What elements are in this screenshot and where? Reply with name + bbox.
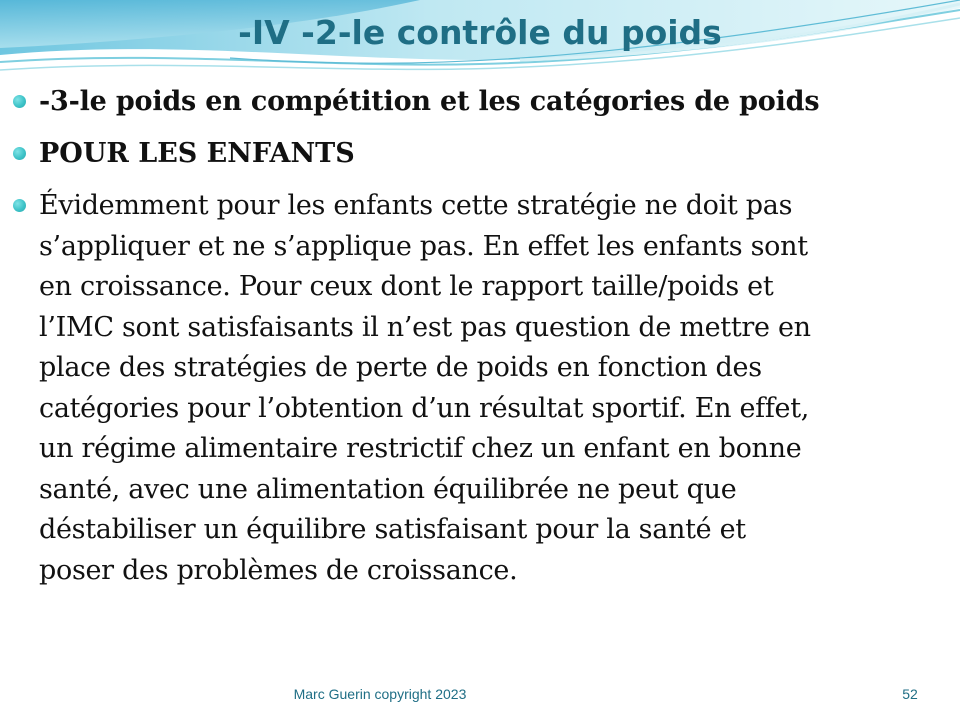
teal-sphere-bullet-icon <box>13 199 26 212</box>
paragraph-line: poser des problèmes de croissance. <box>39 554 518 586</box>
bullet-item-competition <box>0 82 960 122</box>
teal-sphere-bullet-icon <box>13 147 26 160</box>
paragraph-line: l’IMC sont satisfaisants il n’est pas question de mettre en <box>39 311 811 343</box>
bullet-text: -3-le poids en compétition et les catégories de poids <box>39 86 820 117</box>
footer-copyright: Marc Guerin copyright 2023 <box>293 686 467 702</box>
page-number: 52 <box>902 686 918 702</box>
paragraph-line: en croissance. Pour ceux dont le rapport taille/poids et <box>39 271 774 302</box>
teal-sphere-bullet-icon <box>13 95 26 108</box>
bullet-text: POUR LES ENFANTS <box>39 138 355 169</box>
paragraph-line: place des stratégies de perte de poids en fonction des <box>39 352 762 383</box>
paragraph-line: déstabiliser un équilibre satisfaisant pour la santé et <box>39 514 746 545</box>
paragraph-line: un régime alimentaire restrictif chez un enfant en bonne <box>39 433 802 464</box>
paragraph-line: Évidemment pour les enfants cette stratégie ne doit pas <box>39 190 793 221</box>
bullet-item-paragraph <box>0 186 960 591</box>
bullet-item-enfants <box>0 134 960 174</box>
paragraph-line: s’appliquer et ne s’applique pas. En effet les enfants sont <box>39 230 808 262</box>
paragraph-line: santé, avec une alimentation équilibrée ne peut que <box>39 473 737 505</box>
paragraph-line: catégories pour l’obtention d’un résultat sportif. En effet, <box>39 392 810 424</box>
slide-title: -IV -2-le contrôle du poids <box>238 13 722 52</box>
bullet-list <box>0 82 960 591</box>
